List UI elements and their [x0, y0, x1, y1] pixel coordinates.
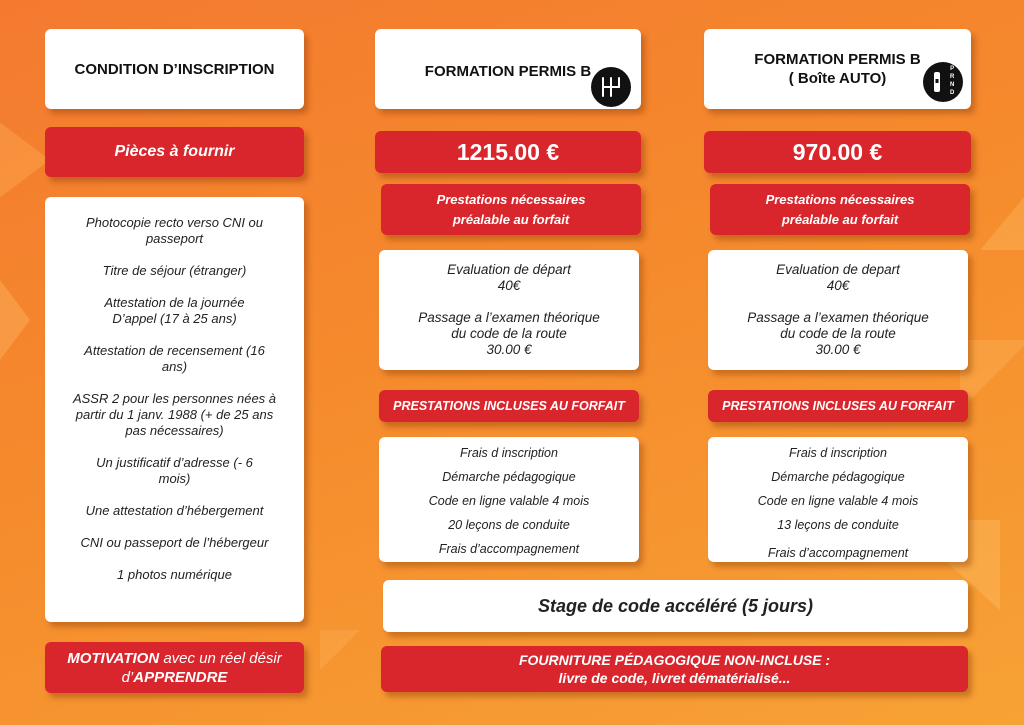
- fourniture-line2: livre de code, livret dématérialisé...: [558, 670, 791, 686]
- decor-triangle: [960, 340, 1024, 410]
- gear-letter: N: [950, 82, 955, 88]
- stage-text: Stage de code accéléré (5 jours): [537, 595, 814, 616]
- manual-included-label-box: [379, 390, 639, 422]
- decor-triangle: [980, 190, 1024, 250]
- motivation-bold: MOTIVATION: [67, 649, 160, 667]
- auto-title: FORMATION PERMIS B: [754, 51, 921, 68]
- automatic-gearbox-icon: [923, 62, 963, 102]
- list-item: 20 leçons de conduite: [448, 518, 570, 532]
- auto-included-label-box: [708, 390, 968, 422]
- list-item: Code en ligne valable 4 mois: [428, 494, 590, 508]
- gear-letters: [950, 65, 954, 97]
- fourniture-line1: FOURNITURE PÉDAGOGIQUE NON-INCLUSE :: [518, 652, 831, 668]
- pieces-header: [45, 127, 304, 177]
- gear-letter: D: [950, 90, 955, 96]
- auto-eval-price: 40€: [826, 278, 850, 293]
- list-item: Attestation de la journée D’appel (17 à 25 ans): [104, 295, 245, 326]
- pieces-label: Pièces à fournir: [114, 143, 235, 160]
- list-item: 1 photos numérique: [117, 567, 232, 582]
- manual-gearbox-icon: [591, 67, 631, 107]
- auto-exam-price: 30.00 €: [815, 342, 861, 357]
- list-item: Démarche pédagogique: [771, 470, 905, 484]
- conditions-title-card: [45, 29, 304, 109]
- manual-price-banner: [375, 131, 641, 173]
- manual-exam-price: 30.00 €: [486, 342, 532, 357]
- fourniture-banner: [381, 646, 968, 692]
- manual-exam-label: Passage a l’examen théorique du code de la route: [418, 310, 600, 341]
- auto-included-list: [708, 437, 968, 562]
- auto-eval-label: Evaluation de depart: [776, 262, 900, 277]
- manual-prereq-list: [379, 250, 639, 370]
- auto-title-card: [704, 29, 971, 109]
- list-item: Une attestation d’hébergement: [85, 503, 264, 518]
- list-item: Démarche pédagogique: [442, 470, 576, 484]
- motivation-bold-2: APPRENDRE: [133, 668, 228, 686]
- list-item: Un justificatif d’adresse (- 6 mois): [96, 455, 253, 486]
- manual-included-label: PRESTATIONS INCLUSES AU FORFAIT: [393, 399, 625, 413]
- list-item: Frais d’accompagnement: [767, 546, 909, 560]
- list-item: Titre de séjour (étranger): [102, 263, 247, 278]
- list-item: Frais d inscription: [460, 446, 558, 460]
- list-item: ASSR 2 pour les personnes nées à partir du 1 janv. 1988 (+ de 25 ans pas nécessaires): [72, 391, 277, 438]
- auto-prereq-label: Prestations nécessaires préalable au forfait: [765, 191, 915, 227]
- gear-letter: R: [950, 74, 955, 80]
- manual-eval-price: 40€: [497, 278, 521, 293]
- list-item: Attestation de recensement (16 ans): [84, 343, 265, 374]
- auto-subtitle: ( Boîte AUTO): [788, 70, 887, 87]
- list-item: Frais d’accompagnement: [438, 542, 580, 556]
- motivation-banner: [45, 642, 304, 693]
- stage-card: [383, 580, 968, 632]
- list-item: Code en ligne valable 4 mois: [757, 494, 919, 508]
- auto-prereq-label-box: [710, 184, 970, 235]
- auto-prereq-list: [708, 250, 968, 370]
- manual-title-card: [375, 29, 641, 109]
- decor-triangle: [0, 100, 50, 220]
- decor-triangle: [320, 630, 360, 670]
- list-item: Frais d inscription: [789, 446, 887, 460]
- decor-triangle: [0, 280, 30, 360]
- gear-letter: P: [950, 66, 955, 72]
- pieces-list: [45, 197, 304, 622]
- manual-eval-label: Evaluation de départ: [447, 262, 571, 277]
- manual-price: 1215.00 €: [456, 138, 560, 165]
- manual-title: FORMATION PERMIS B: [424, 62, 592, 80]
- list-item: Photocopie recto verso CNI ou passeport: [85, 215, 264, 246]
- list-item: 13 leçons de conduite: [777, 518, 899, 532]
- motivation-mid: avec un réel désir d’: [121, 649, 282, 686]
- conditions-title: CONDITION D’INSCRIPTION: [74, 60, 275, 78]
- manual-prereq-label-box: [381, 184, 641, 235]
- motivation-text: [61, 649, 288, 687]
- manual-prereq-label: Prestations nécessaires préalable au forfait: [436, 191, 586, 227]
- list-item: CNI ou passeport de l’hébergeur: [80, 535, 269, 550]
- manual-included-list: [379, 437, 639, 562]
- auto-exam-label: Passage a l’examen théorique du code de la route: [747, 310, 929, 341]
- auto-price: 970.00 €: [792, 138, 883, 165]
- auto-price-banner: [704, 131, 971, 173]
- auto-included-label: PRESTATIONS INCLUSES AU FORFAIT: [722, 399, 954, 413]
